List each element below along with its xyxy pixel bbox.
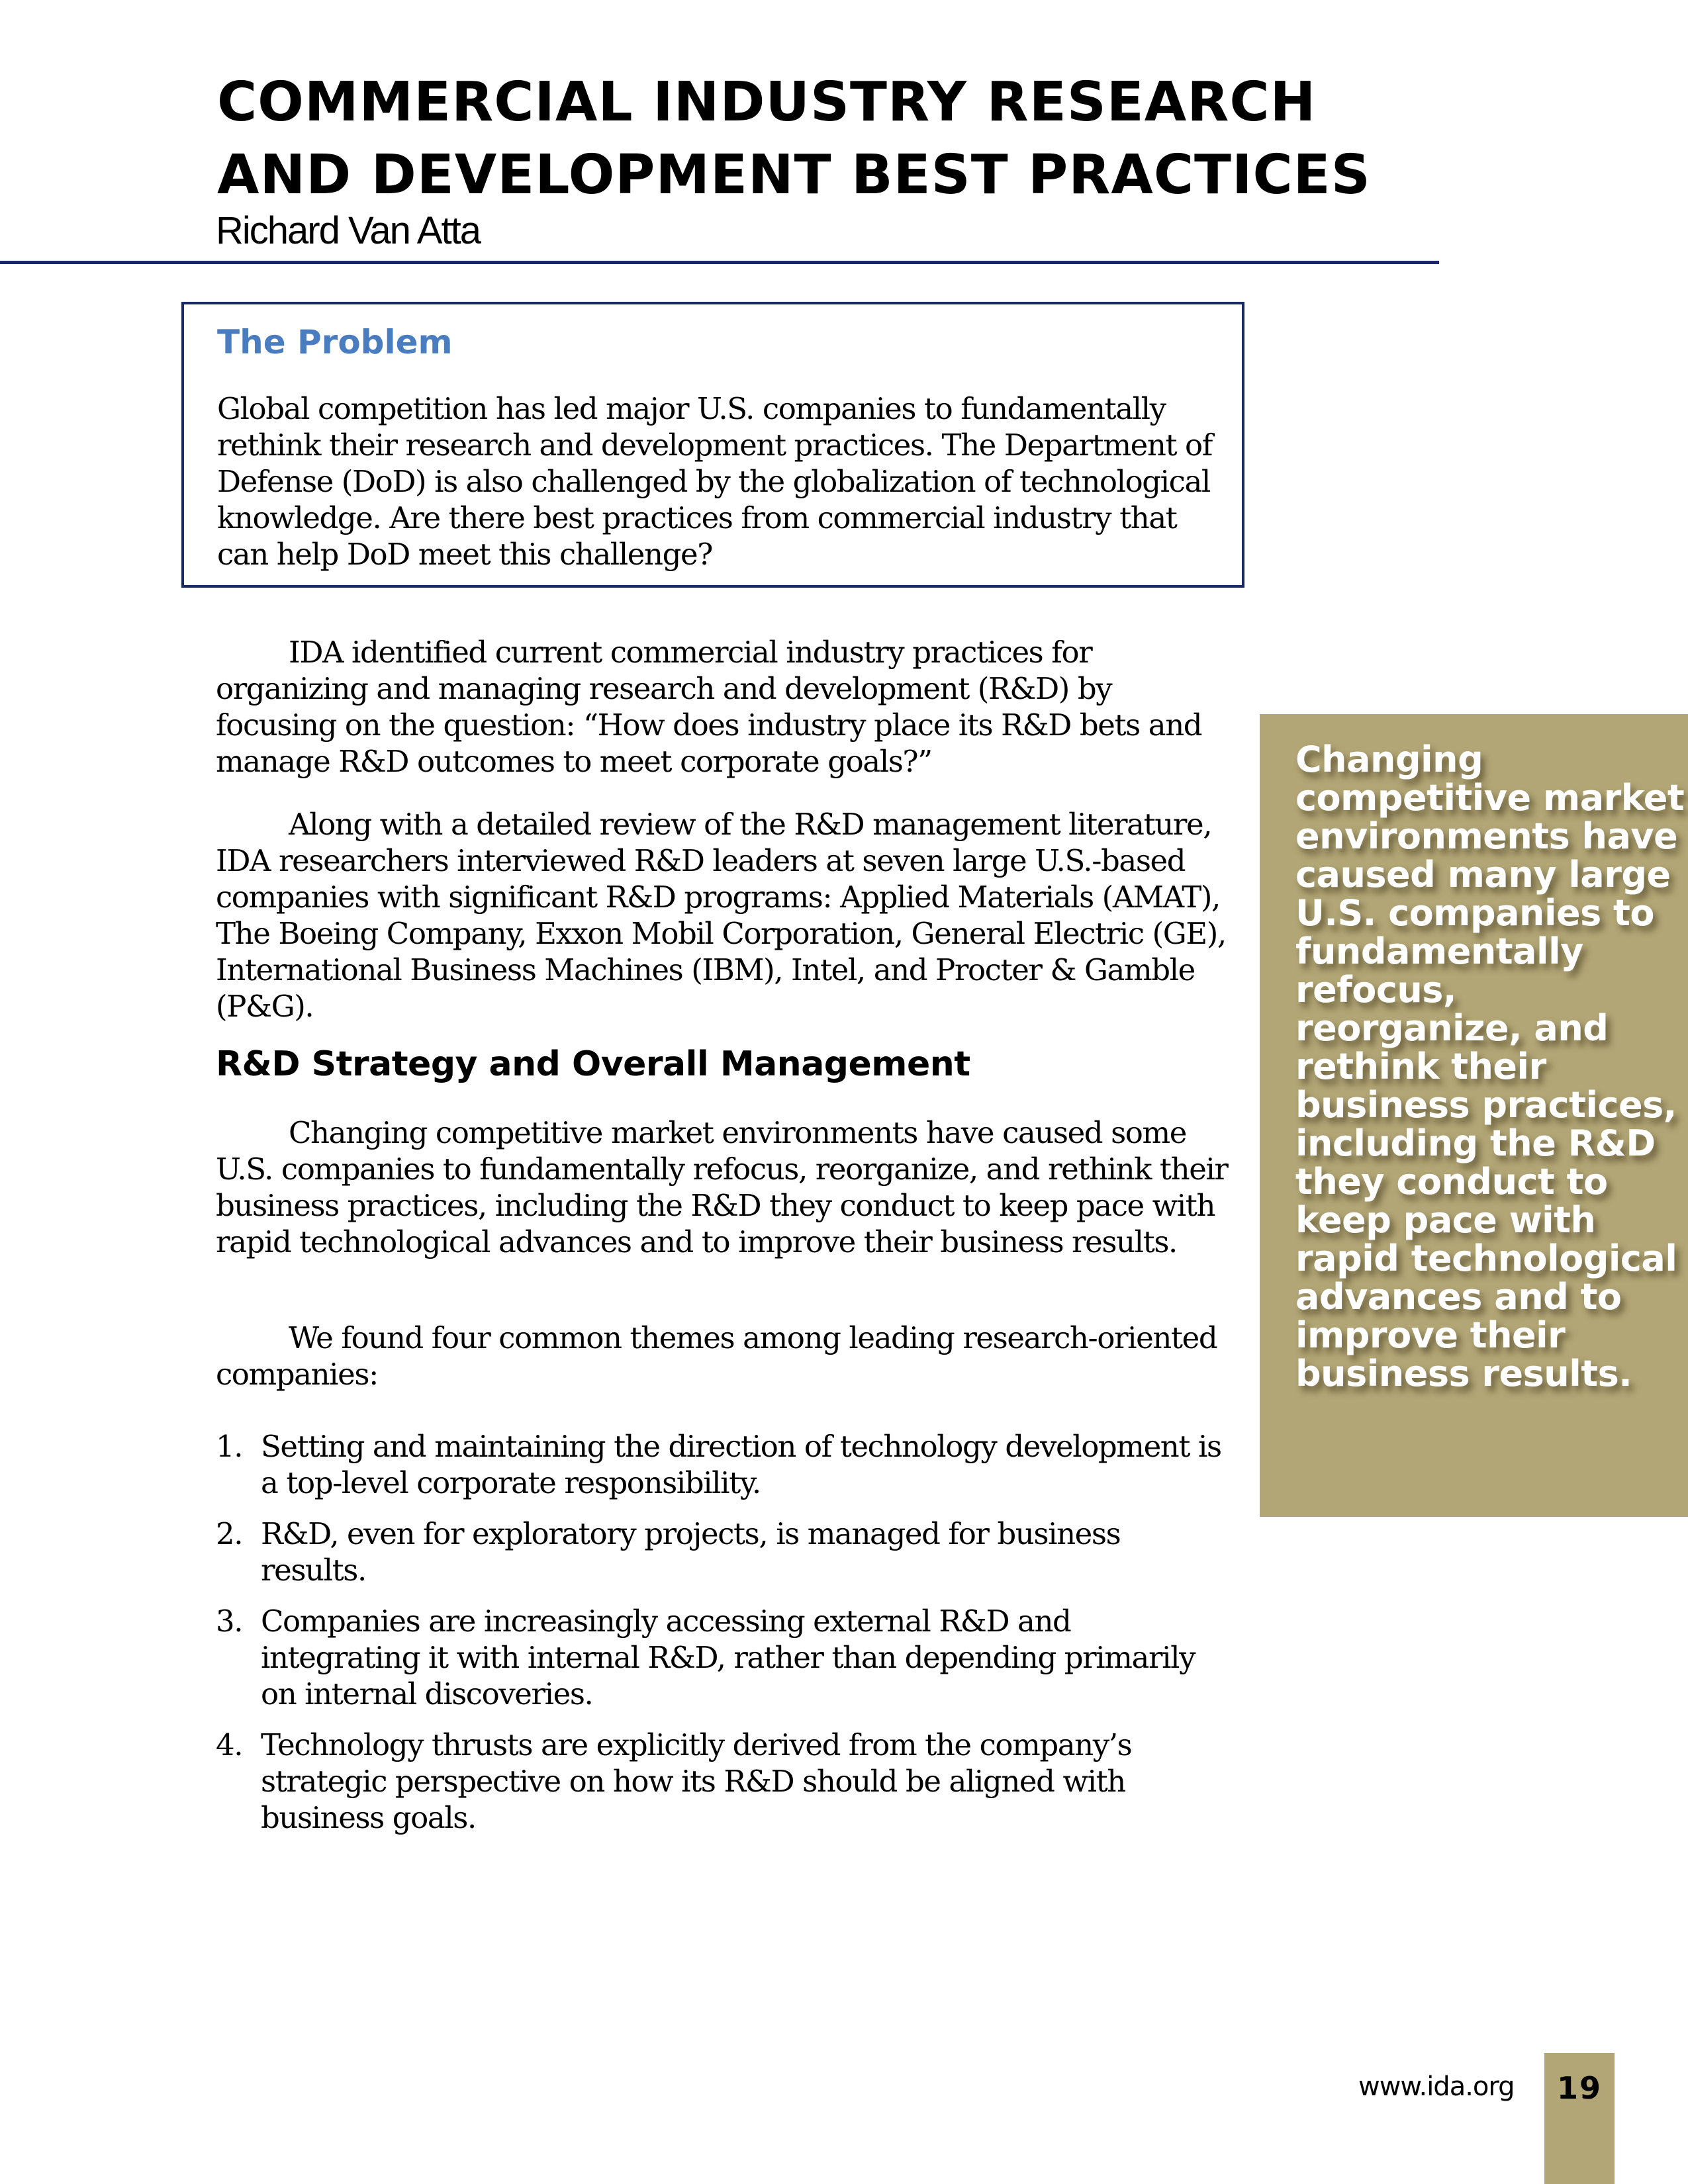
title-divider	[0, 261, 1439, 264]
list-item	[216, 1603, 1229, 1712]
section-paragraph-1-text: Changing competitive market environments have caused some U.S. companies to fundamentally refocus, reorganize, and rethink their business practices, including the R&D they conduct to keep pace with rapid technological advances and to improve their business results.	[216, 1115, 1228, 1259]
title-line-2: AND DEVELOPMENT BEST PRACTICES	[217, 144, 1371, 206]
pull-quote-text: Changing competitive market environments have caused many large U.S. companies to fundamentally refocus, reorganize, and rethink their business practices, including the R&D they conduct to keep pace with rapid technological advances and to improve their business results.	[1295, 739, 1685, 1394]
intro-paragraph-2	[216, 806, 1229, 1024]
intro-paragraph-1-text: IDA identified current commercial industry practices for organizing and managing research and development (R&D) by focusing on the question: “How does industry place its R&D bets and manage R&D outcomes to meet corporate goals?”	[216, 635, 1202, 779]
footer-url: www.ida.org	[1358, 2071, 1515, 2102]
section-paragraph-2	[216, 1320, 1229, 1392]
list-item	[216, 1428, 1229, 1501]
list-item	[216, 1516, 1229, 1588]
list-item-text: Companies are increasingly accessing external R&D and integrating it with internal R&D, rather than depending primarily on internal discoveries.	[261, 1604, 1196, 1711]
article-title	[217, 66, 1475, 212]
problem-text: Global competition has led major U.S. companies to fundamentally rethink their research and development practices. The Department of Defense (DoD) is also challenged by the globalization of technological knowledge. Are there best practices from commercial industry that can help DoD meet this challenge?	[217, 391, 1212, 572]
list-item-text: Technology thrusts are explicitly derived from the company’s strategic perspective on how its R&D should be aligned with business goals.	[261, 1727, 1132, 1835]
list-item-number: 3.	[216, 1604, 243, 1639]
list-item-number: 4.	[216, 1727, 243, 1762]
page-number-tab	[1544, 2053, 1615, 2184]
intro-paragraph-2-text: Along with a detailed review of the R&D management literature, IDA researchers interviewed R&D leaders at seven large U.S.-based companies with significant R&D programs: Applied Materials (AMAT), The Boeing Company, Exxon Mobil Corporation, General Electric (GE), International Business Machines (IBM), Intel, and Procter & Gamble (P&G).	[216, 807, 1226, 1024]
section-paragraph-1	[216, 1115, 1229, 1260]
list-item-number: 1.	[216, 1429, 243, 1464]
list-item-text: Setting and maintaining the direction of technology development is a top-level corporate responsibility.	[261, 1429, 1221, 1500]
problem-box	[181, 302, 1244, 588]
section-paragraph-2-text: We found four common themes among leading research-oriented companies:	[216, 1320, 1217, 1392]
author-byline: Richard Van Atta	[216, 209, 480, 252]
list-item-number: 2.	[216, 1516, 243, 1551]
themes-list	[216, 1428, 1229, 1850]
pull-quote-callout	[1260, 714, 1688, 1517]
intro-paragraph-1	[216, 634, 1229, 780]
page-number: 19	[1556, 2070, 1602, 2106]
list-item	[216, 1727, 1229, 1836]
problem-heading: The Problem	[217, 323, 453, 361]
list-item-text: R&D, even for exploratory projects, is managed for business results.	[261, 1516, 1121, 1588]
section-heading: R&D Strategy and Overall Management	[216, 1044, 970, 1084]
title-line-1: COMMERCIAL INDUSTRY RESEARCH	[217, 71, 1317, 134]
